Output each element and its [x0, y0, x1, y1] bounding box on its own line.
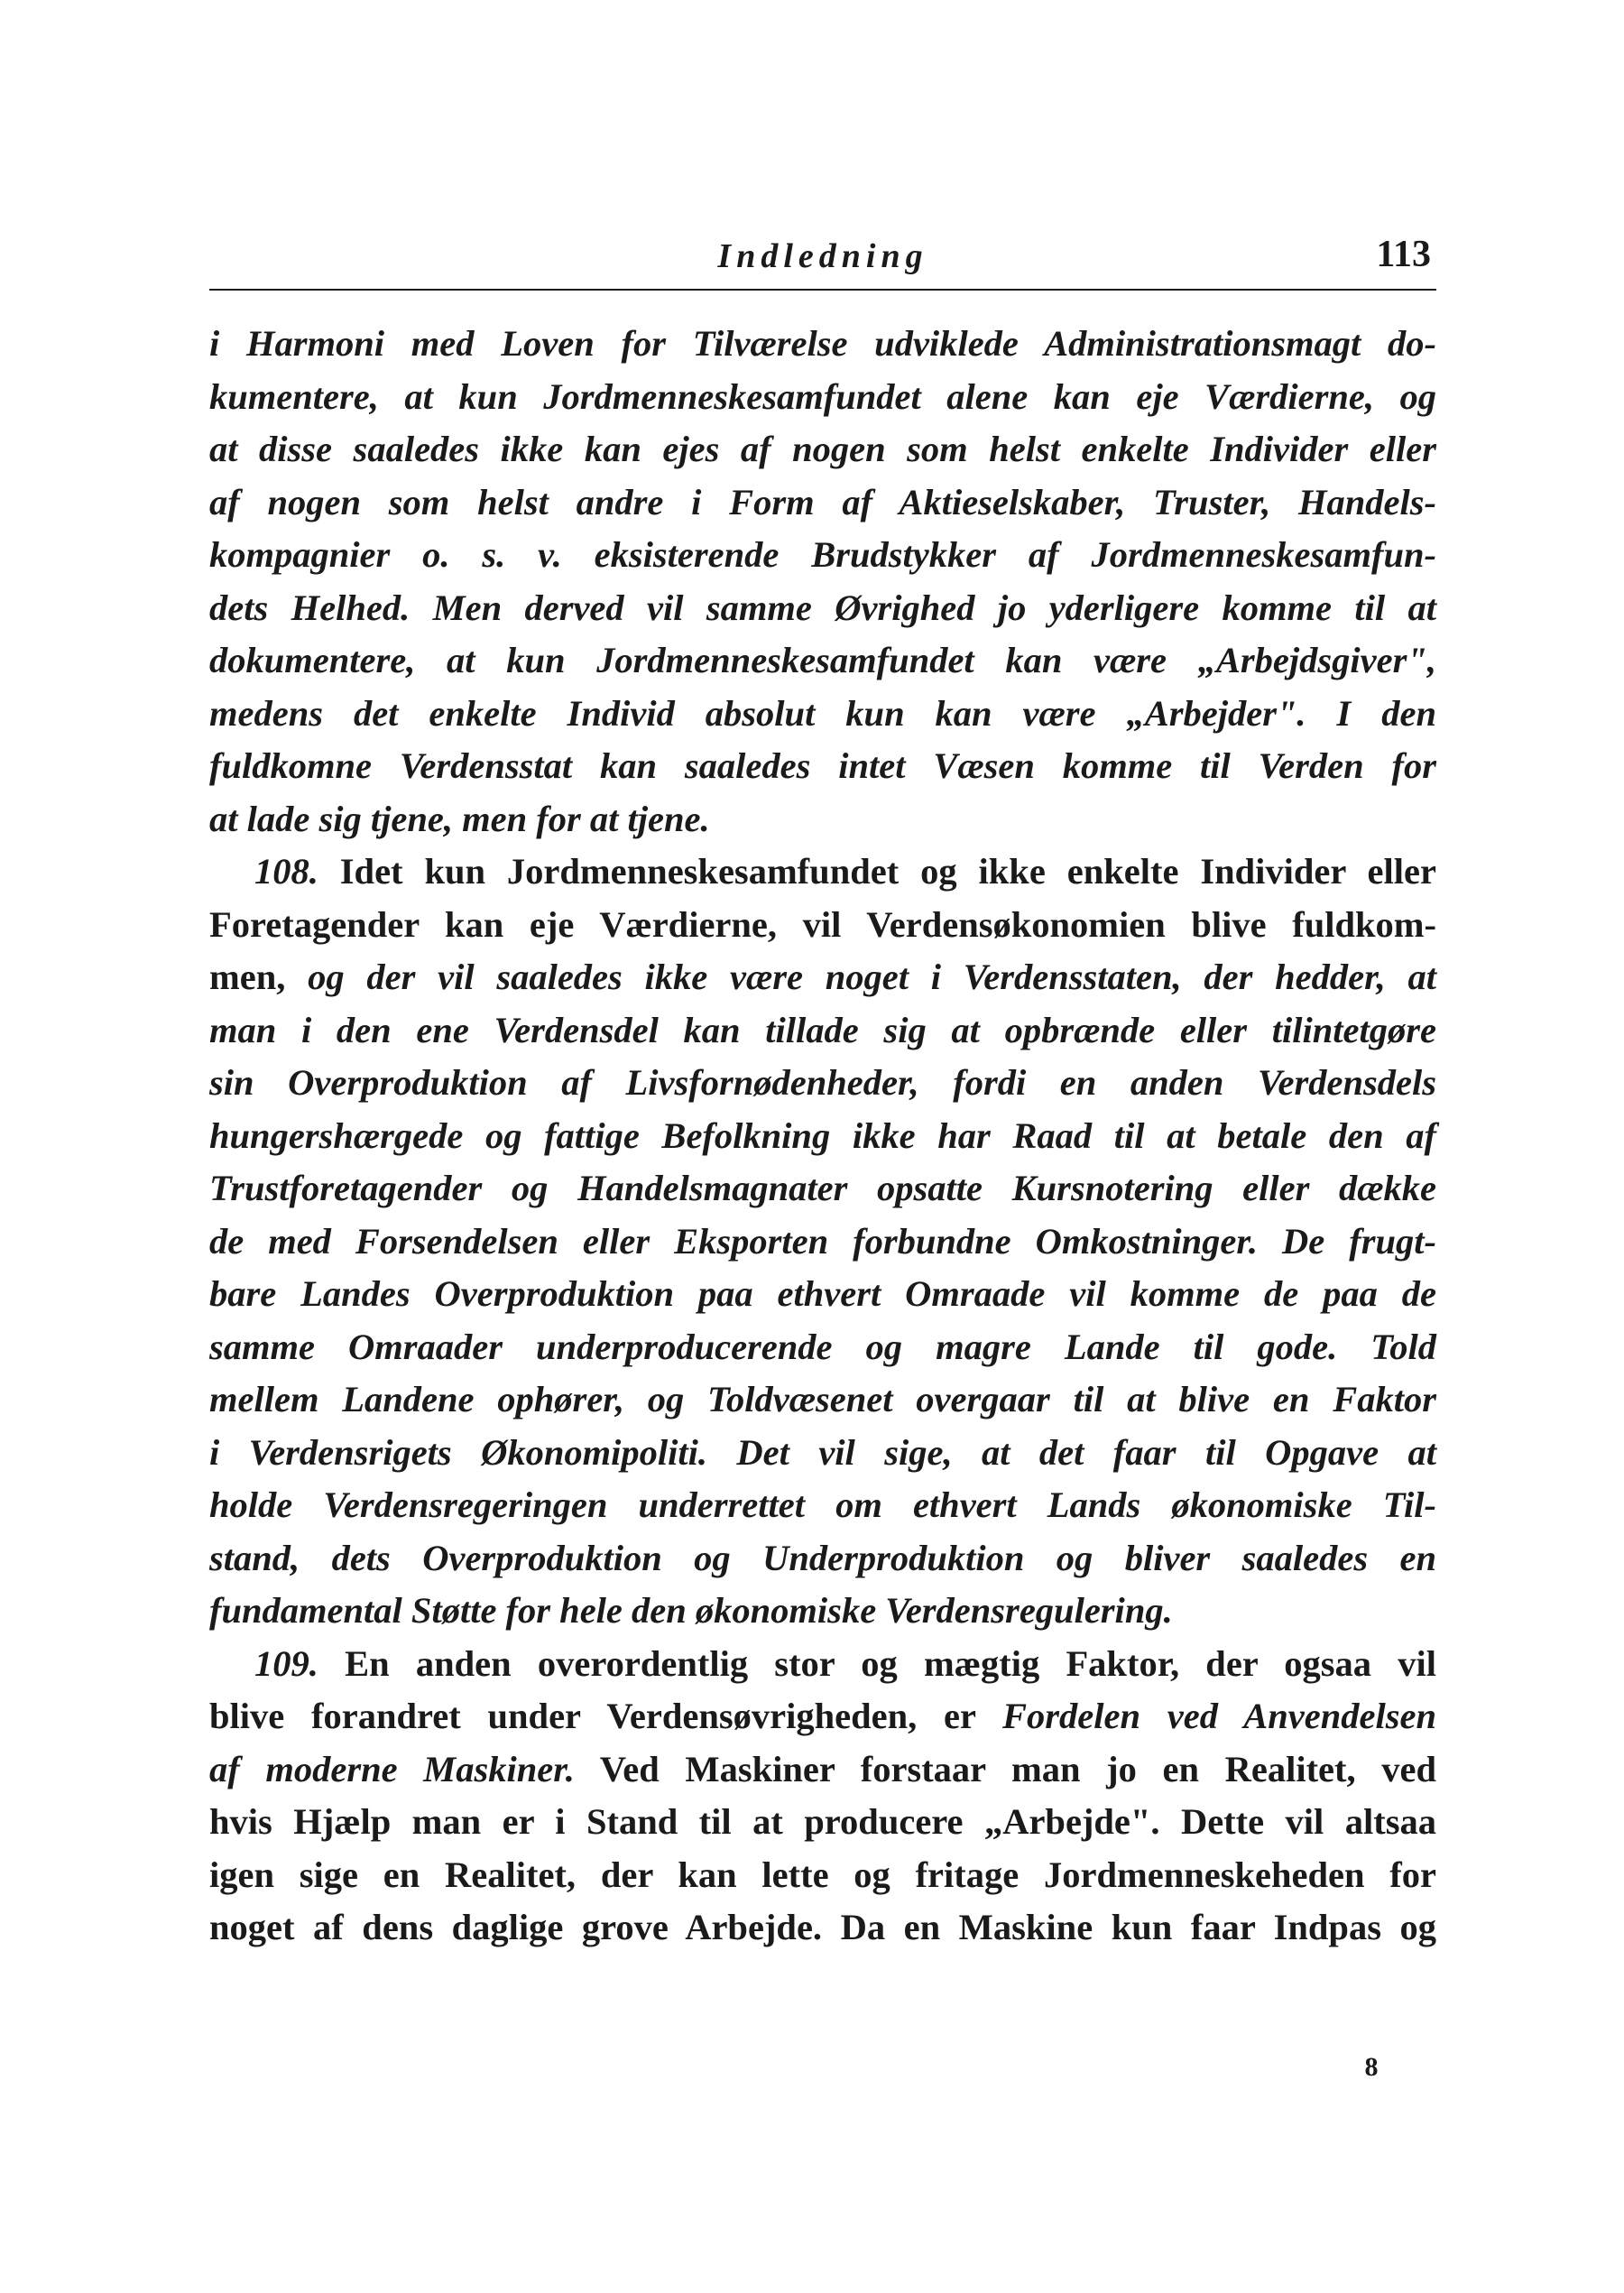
text-line: stand, dets Overproduktion og Underproduktion og bliver saaledes en	[209, 1537, 1436, 1578]
text-line: dets Helhed. Men derved vil samme Øvrighed jo yderligere komme til at	[209, 587, 1436, 628]
text-line: holde Verdensregeringen underrettet om ethvert Lands økonomiske Til-	[209, 1484, 1436, 1525]
text-line: kompagnier o. s. v. eksisterende Brudstykker af Jordmenneskesamfun-	[209, 534, 1436, 575]
running-title: Indledning	[717, 237, 928, 275]
text-line: noget af dens daglige grove Arbejde. Da en Maskine kun faar Indpas og	[209, 1907, 1436, 1947]
text-line: dokumentere, at kun Jordmenneskesamfundet kan være „Arbejdsgiver",	[209, 640, 1436, 680]
text-line: i Harmoni med Loven for Tilværelse udviklede Administrationsmagt do-	[209, 323, 1436, 364]
text-line: fundamental Støtte for hele den økonomiske Verdensregulering.	[209, 1590, 1173, 1631]
text-line: Foretagender kan eje Værdierne, vil Verdensøkonomien blive fuldkom-	[209, 903, 1436, 945]
text-line: i Verdensrigets Økonomipoliti. Det vil sige, at det faar til Opgave at	[209, 1431, 1436, 1473]
text-segment: Idet kun Jordmenneskesamfundet og ikke enkelte Individer eller	[318, 851, 1436, 892]
section-number: 109.	[254, 1642, 318, 1684]
text-line: hvis Hjælp man er i Stand til at producere „Arbejde". Dette vil altsaa	[209, 1801, 1436, 1842]
section-number: 108.	[254, 851, 318, 892]
text-line	[209, 846, 1436, 899]
text-line: medens det enkelte Individ absolut kun kan være „Arbejder". I den	[209, 692, 1436, 734]
text-line	[209, 1638, 1436, 1691]
text-segment: En anden overordentlig stor og mægtig Faktor, der ogsaa vil	[318, 1642, 1436, 1684]
header-rule	[209, 289, 1436, 291]
text-line: bare Landes Overproduktion paa ethvert Omraade vil komme de paa de	[209, 1273, 1436, 1314]
signature-mark: 8	[1364, 2052, 1379, 2082]
text-line: mellem Landene ophører, og Toldvæsenet overgaar til at blive en Faktor	[209, 1379, 1436, 1419]
text-line	[209, 1743, 1436, 1797]
text-segment: og der vil saaledes ikke være noget i Verdensstaten, der hedder, at	[308, 957, 1436, 997]
text-segment: Fordelen ved Anvendelsen	[1002, 1696, 1436, 1736]
text-segment: Ved Maskiner forstaar man jo en Realitet, ved	[574, 1748, 1436, 1789]
text-line: at disse saaledes ikke kan ejes af nogen som helst enkelte Individer eller	[209, 429, 1436, 469]
text-line	[209, 951, 1436, 1004]
text-line: sin Overproduktion af Livsfornødenheder, fordi en anden Verdensdels	[209, 1062, 1436, 1103]
text-line: samme Omraader underproducerende og magre Lande til gode. Told	[209, 1326, 1436, 1367]
text-line	[209, 1690, 1436, 1743]
text-line: man i den ene Verdensdel kan tillade sig at opbrænde eller tilintetgøre	[209, 1009, 1436, 1050]
body-text	[209, 318, 1436, 1955]
text-line: kumentere, at kun Jordmenneskesamfundet alene kan eje Værdierne, og	[209, 375, 1436, 417]
text-segment: men,	[209, 957, 309, 997]
text-segment: af moderne Maskiner.	[209, 1748, 575, 1789]
text-segment: blive forandret under Verdensøvrigheden, er	[209, 1696, 1002, 1736]
text-line: af nogen som helst andre i Form af Aktieselskaber, Truster, Handels-	[209, 481, 1436, 522]
text-line: hungershærgede og fattige Befolkning ikke har Raad til at betale den af	[209, 1114, 1436, 1156]
text-line: igen sige en Realitet, der kan lette og fritage Jordmenneskeheden for	[209, 1854, 1436, 1895]
text-line: de med Forsendelsen eller Eksporten forbundne Omkostninger. De frugt-	[209, 1220, 1436, 1262]
page-number: 113	[1376, 234, 1431, 275]
page-header	[209, 236, 1436, 291]
text-line: at lade sig tjene, men for at tjene.	[209, 798, 710, 839]
text-line: fuldkomne Verdensstat kan saaledes intet Væsen komme til Verden for	[209, 745, 1436, 786]
text-line: Trustforetagender og Handelsmagnater opsatte Kursnotering eller dække	[209, 1168, 1436, 1208]
